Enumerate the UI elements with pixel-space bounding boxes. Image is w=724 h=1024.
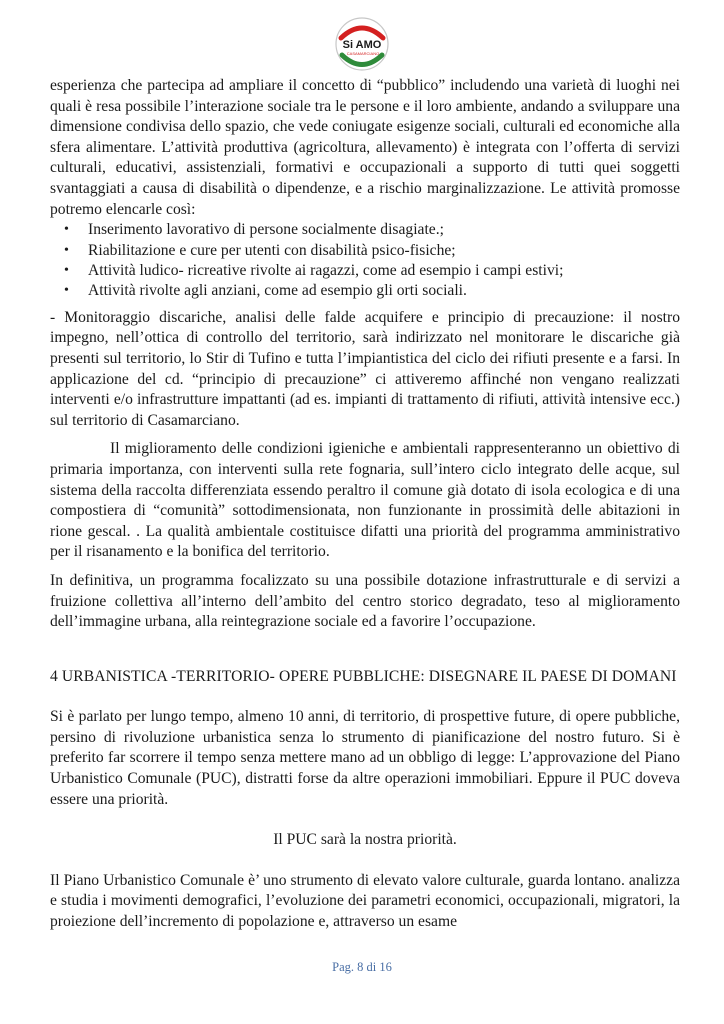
- list-item: • Riabilitazione e cure per utenti con disabilità psico-fisiche;: [88, 241, 680, 261]
- paragraph-definitiva: In definitiva, un programma focalizzato su una possibile dotazione infrastrutturale e di servizi a fruizione collettiva all’interno dell’ambito del centro storico degradato, teso al miglioramento dell’immagine urbana, alla reintegrazione sociale ed a favorire l’occupazione.: [50, 571, 680, 631]
- page-number: Pag. 8 di 16: [332, 960, 392, 974]
- document-body: [50, 76, 680, 933]
- paragraph-puc-priority: Il PUC sarà la nostra priorità.: [273, 831, 457, 849]
- paragraph-puc-intro: Si è parlato per lungo tempo, almeno 10 anni, di territorio, di prospettive future, di opere pubbliche, persino di rivoluzione urbanistica senza lo strumento di pianificazione del nostro futuro. Si è preferito far scorrere il tempo senza mettere mano ad un obbligo di legge: L’approvazione del Piano Urbanistico Comunale (PUC), distratti forse da altre operazioni immobiliari. Eppure il PUC doveva essere una priorità.: [50, 708, 680, 808]
- list-item: • Attività rivolte agli anziani, come ad esempio gli orti sociali.: [88, 281, 680, 301]
- logo-sub-text: CASAMARCIANO: [346, 51, 380, 56]
- activities-list: [50, 220, 680, 302]
- paragraph-puc-description: Il Piano Urbanistico Comunale è’ uno strumento di elevato valore culturale, guarda lontano. analizza e studia i movimenti demografici, l’evoluzione dei parametri economici, occupazionali, migratori, la proiezione dell’incremento di popolazione e, attraverso un esame: [50, 871, 680, 931]
- list-item: • Inserimento lavorativo di persone socialmente disagiate.;: [88, 220, 680, 240]
- logo-emblem-icon: [334, 16, 390, 72]
- logo-main-text: Si AMO: [342, 39, 382, 51]
- paragraph-miglioramento: Il miglioramento delle condizioni igieniche e ambientali rappresenteranno un obiettivo di primaria importanza, con interventi sulla rete fognaria, sull’intero ciclo integrato delle acque, sul sistema della raccolta differenziata essendo peraltro il comune già dotato di isola ecologica e di una compostiera di “comunità” sottodimensionata, non funzionante in prossimità delle abitazioni in rione gescal. . La qualità ambientale costituisce difatti una priorità del programma amministrativo per il risanamento e la bonifica del territorio.: [50, 440, 680, 561]
- paragraph-fattoria-sociale: esperienza che partecipa ad ampliare il concetto di “pubblico” includendo una varietà di luoghi nei quali è resa possibile l’interazione sociale tra le persone e il loro ambiente, andando a sviluppare una dimensione condivisa dello spazio, che vede coniugate esigenze sociali, culturali ed economiche alla sfera alimentare. L’attività produttiva (agricoltura, allevamento) è integrata con l’offerta di servizi culturali, educativi, assistenziali, formativi e occupazionali a supporto di tutti quei soggetti svantaggiati a causa di disabilità o dipendenze, e a rischio marginalizzazione. Le attività promosse potremo elencarle così:: [50, 77, 680, 218]
- paragraph-monitoraggio: - Monitoraggio discariche, analisi delle falde acquifere e principio di precauzione: il nostro impegno, nell’ottica di controllo del territorio, sarà indirizzato nel monitorare le discariche già presenti sul territorio, lo Stir di Tufino e tutta l’impiantistica del ciclo dei rifiuti presente e a farsi. In applicazione del cd. “principio di precauzione” ci attiveremo affinché non vengano realizzati interventi e/o infrastrutture impattanti (ad es. impianti di trattamento di rifiuti, attività intensive ecc.) sul territorio di Casamarciano.: [50, 308, 680, 429]
- list-item: • Attività ludico- ricreative rivolte ai ragazzi, come ad esempio i campi estivi;: [88, 261, 680, 281]
- party-logo: [334, 16, 390, 72]
- section-heading: 4 URBANISTICA -TERRITORIO- OPERE PUBBLICHE: DISEGNARE IL PAESE DI DOMANI: [50, 667, 677, 685]
